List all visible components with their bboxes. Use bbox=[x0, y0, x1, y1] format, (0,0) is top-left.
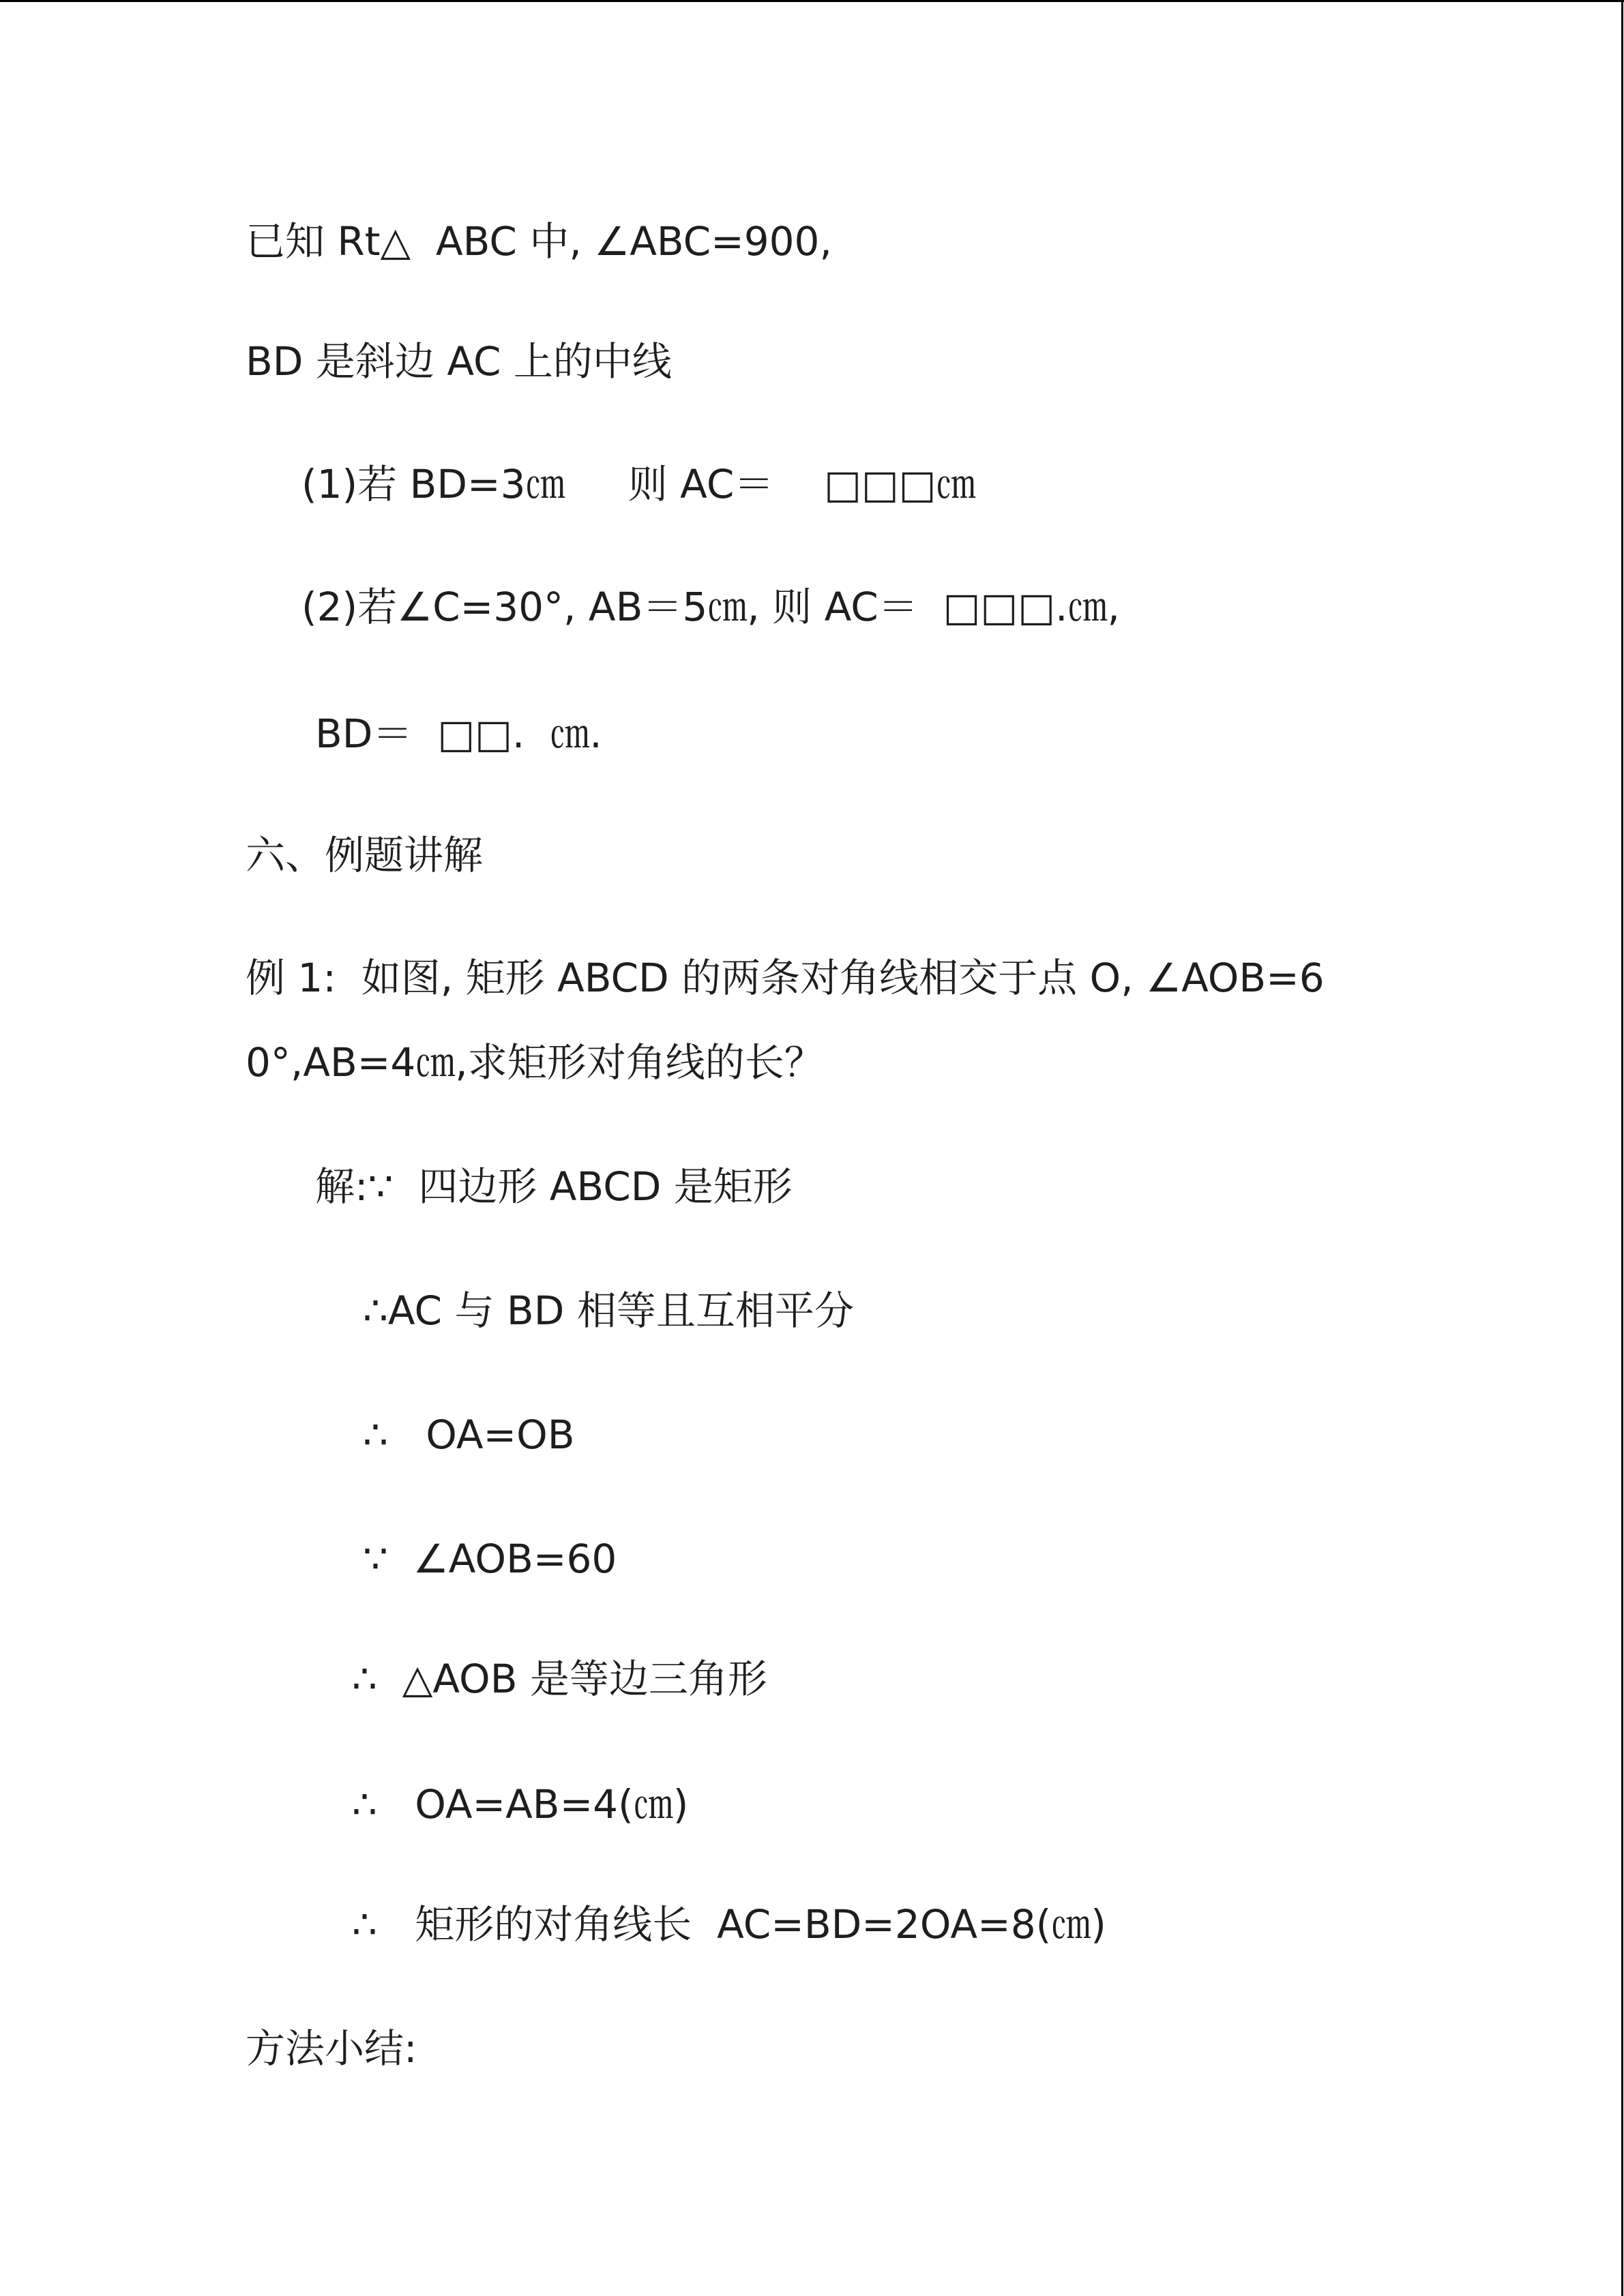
question-2-continued: BD＝ □□. ㎝. bbox=[315, 711, 602, 757]
given-statement: 已知 Rt△ ABC 中, ∠ABC=900, bbox=[246, 218, 832, 265]
page-border-top bbox=[0, 0, 1624, 2]
solution-step-1: 解:∵ 四边形 ABCD 是矩形 bbox=[315, 1163, 793, 1210]
solution-step-3: ∴ OA=OB bbox=[363, 1412, 575, 1458]
page-border-right bbox=[1621, 0, 1623, 2296]
method-summary-heading: 方法小结: bbox=[246, 2025, 417, 2072]
question-2: (2)若∠C=30°, AB＝5㎝, 则 AC＝ □□□.㎝, bbox=[301, 584, 1120, 630]
solution-step-5: ∴ △AOB 是等边三角形 bbox=[352, 1656, 767, 1702]
median-statement: BD 是斜边 AC 上的中线 bbox=[246, 338, 672, 385]
example-1-line-2: 0°,AB=4㎝,求矩形对角线的长？ bbox=[246, 1039, 824, 1086]
solution-step-7: ∴ 矩形的对角线长 AC=BD=2OA=8(㎝) bbox=[352, 1901, 1106, 1948]
solution-step-4: ∵ ∠AOB=60 bbox=[363, 1536, 617, 1582]
example-1-line-1: 例 1: 如图, 矩形 ABCD 的两条对角线相交于点 O, ∠AOB=6 bbox=[246, 955, 1325, 1001]
solution-step-2: ∴AC 与 BD 相等且互相平分 bbox=[363, 1287, 854, 1334]
section-heading: 六、例题讲解 bbox=[246, 832, 484, 878]
solution-step-6: ∴ OA=AB=4(㎝) bbox=[352, 1781, 689, 1828]
question-1: (1)若 BD=3㎝ 则 AC＝ □□□㎝ bbox=[301, 461, 976, 507]
